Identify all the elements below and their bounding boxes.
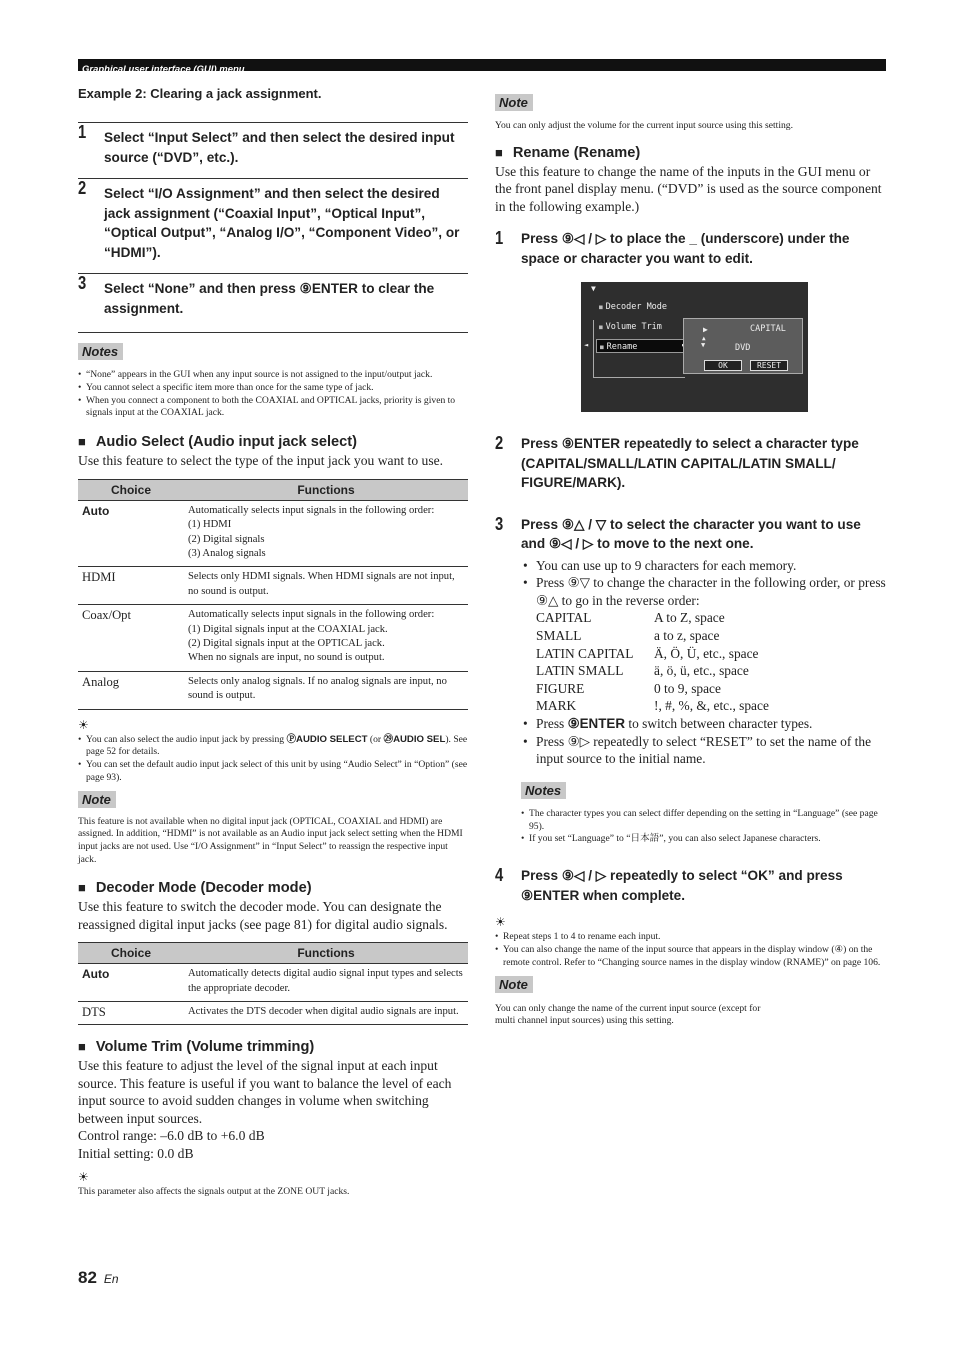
decoder-mode-table xyxy=(78,942,468,1025)
function-cell: Automatically selects input signals in the following order: (1) Digital signals input at the COAXIAL jack. (2) Digital signals input at the OPTICAL jack. When no signals are input, no sound is output. xyxy=(184,605,468,672)
audio-select-table xyxy=(78,479,468,710)
note-text: This feature is not available when no digital input jack (OPTICAL, COAXIAL and HDMI) are assigned. In addition, “HDMI” is not available as an Audio input jack select setting when the HDMI input jacks are not used. Use “I/O Assignment” in “Input Select” to reassign the respective input jack. xyxy=(78,815,463,865)
note-item: • When you connect a component to both the COAXIAL and OPTICAL jacks, priority is given to signals input at the COAXIAL jack. xyxy=(78,395,468,421)
table-row xyxy=(78,1001,468,1024)
tip-icon: ☀ xyxy=(78,717,89,732)
table-row xyxy=(78,964,468,1002)
notes-block xyxy=(521,768,886,846)
note-item: • “None” appears in the GUI when any input source is not assigned to the input/output jack. xyxy=(78,369,468,382)
right-step-1 xyxy=(495,229,886,268)
right-step-4 xyxy=(495,866,886,905)
rename-desc: Use this feature to change the name of the inputs in the GUI menu or the front panel display menu. (“DVD” is used as the source component in the following example.) xyxy=(495,163,882,214)
char-type-value: CAPITAL xyxy=(750,324,786,335)
note-label: Note xyxy=(78,791,116,808)
heading-text: Audio Select (Audio input jack select) xyxy=(95,434,357,451)
down-arrow-icon: ▼ xyxy=(701,341,706,350)
step-text: Press ⑨◁ / ▷ repeatedly to select “OK” and press ⑨ENTER when complete. xyxy=(521,868,843,903)
choice-cell: Coax/Opt xyxy=(78,605,184,672)
example-title: Example 2: Clearing a jack assignment. xyxy=(78,86,322,101)
step-text: Select “I/O Assignment” and then select the desired jack assignment (“Coaxial Input”, “Optical Input”, “Optical Output”, “Analog I/O”, “Component Video”, or “HDMI”). xyxy=(104,186,460,260)
heading-text: Rename (Rename) xyxy=(512,144,641,161)
right-key-label: ⑨▷ xyxy=(567,733,590,749)
enter-key-label: ⑨ENTER xyxy=(299,281,358,296)
step-number: 4 xyxy=(495,865,504,886)
page-language: En xyxy=(103,1272,119,1286)
left-column xyxy=(78,86,468,1199)
step-text xyxy=(104,279,468,318)
col-header-choice: Choice xyxy=(78,943,184,964)
heading-text: Volume Trim (Volume trimming) xyxy=(95,1039,315,1056)
bullet-item: • You can use up to 9 characters for each memory. xyxy=(521,557,886,575)
tips-list xyxy=(78,734,468,785)
choice-cell: DTS xyxy=(78,1001,184,1024)
tip-icon: ☀ xyxy=(495,915,506,930)
control-range: Control range: –6.0 dB to +6.0 dB xyxy=(78,1128,265,1144)
function-cell: Automatically selects input signals in the following order: (1) HDMI (2) Digital signals (3) Analog signals xyxy=(184,500,468,567)
audio-select-desc: Use this feature to select the type of the input jack you want to use. xyxy=(78,453,444,469)
bullet-item: • Press ⑨ENTER to switch between character types. xyxy=(521,715,886,733)
tip-item: • You can also select the audio input jack by pressing ⓅAUDIO SELECT (or ㉙AUDIO SEL). See page 52 for details. xyxy=(78,734,468,760)
table-row xyxy=(78,500,468,567)
left-right-keys-label: ⑨◁ / ▷ xyxy=(548,536,594,552)
reset-button[interactable]: RESET xyxy=(750,360,788,371)
tip-item: • You can set the default audio input jack select of this unit by using “Audio Select” in “Option” (see page 93). xyxy=(78,759,468,785)
table-row xyxy=(78,671,468,709)
enter-key-label: ⑨ENTER xyxy=(521,887,580,903)
note-item: • The character types you can select differ depending on the setting in “Language” (see page 95). xyxy=(521,808,886,834)
input-name-value: DVD xyxy=(735,343,751,354)
step-text: Press ⑨△ / ▽ to select the character you want to use and ⑨◁ / ▷ to move to the next one. xyxy=(521,516,861,552)
function-cell: Selects only HDMI signals. When HDMI signals are not input, no sound is output. xyxy=(184,567,468,605)
notes-list xyxy=(78,369,468,420)
step3-bullets xyxy=(521,557,886,768)
tip-item: • You can also change the name of the input source that appears in the display window (④) on the remote control. Refer to “Changing source names in the display window (RNAME)” on page 106. xyxy=(495,944,886,970)
note-text: You can only adjust the volume for the current input source using this setting. xyxy=(495,120,793,131)
tip-item: • Repeat steps 1 to 4 to rename each input. xyxy=(495,931,886,944)
col-header-choice: Choice xyxy=(78,479,184,500)
cursor-keys-label: ⑨◁ / ▷ xyxy=(561,231,607,247)
step-text: Press ⑨ENTER repeatedly to select a character type (CAPITAL/SMALL/LATIN CAPITAL/LATIN SMALL/ FIGURE/MARK). xyxy=(521,436,859,491)
left-step-1 xyxy=(78,122,468,178)
choice-cell: Auto xyxy=(78,500,184,567)
gui-menu-item: ■ Volume Trim xyxy=(596,320,691,334)
step-number: 1 xyxy=(78,122,87,142)
right-step-3 xyxy=(495,515,886,554)
rename-heading: ■ Rename (Rename) xyxy=(495,144,641,161)
function-cell: Automatically detects digital audio signal input types and selects the appropriate decoder. xyxy=(184,964,468,1002)
step-text: Press ⑨◁ / ▷ to place the _ (underscore) under the space or character you want to edit. xyxy=(521,231,850,266)
step-number: 1 xyxy=(495,228,504,249)
audio-sel-key-label: ㉙AUDIO SEL xyxy=(383,733,446,745)
volume-trim-desc: Use this feature to adjust the level of the signal input at each input source. This feature is useful if you want to balance the level of each input source to avoid sudden changes in volume when switching between input sources. xyxy=(78,1058,452,1126)
function-cell: Selects only analog signals. If no analog signals are input, no sound is output. xyxy=(184,671,468,709)
up-down-keys-label: ⑨△ / ▽ xyxy=(561,516,607,532)
notes-list xyxy=(521,808,886,846)
step-text-post: to clear the assignment. xyxy=(104,281,435,316)
function-cell: Activates the DTS decoder when digital audio signals are input. xyxy=(184,1001,468,1024)
bullet-item: • Press ⑨▽ to change the character in the following order, or press ⑨△ to go in the reverse order: CAPITAL A to Z, space SMALL a to z, space LATIN CAPITAL Ä, Ö, Ü, etc., space LATIN SMALL ä, ö, ü, etc., space FIGURE 0 to 9, space MARK !, #, %, &, etc., space xyxy=(521,574,886,715)
enter-key-label: ⑨ENTER xyxy=(567,715,626,731)
decoder-mode-desc: Use this feature to switch the decoder mode. You can designate the reassigned digital input jacks (see page 81) for digital audio signals. xyxy=(78,899,448,932)
note-label: Note xyxy=(495,976,533,993)
choice-cell: Auto xyxy=(78,964,184,1002)
character-type-list: CAPITAL A to Z, space SMALL a to z, space LATIN CAPITAL Ä, Ö, Ü, etc., space LATIN SMALL ä, ö, ü, etc., space FIGURE 0 to 9, space MARK !, #, %, &, etc., space xyxy=(536,610,769,714)
left-arrow-icon: ◄ xyxy=(584,341,589,350)
step-number: 2 xyxy=(495,433,504,454)
bullet-item: • Press ⑨▷ repeatedly to select “RESET” to set the name of the input source to the initial name. xyxy=(521,733,886,768)
audio-select-heading: ■ Audio Select (Audio input jack select) xyxy=(78,434,357,451)
audio-select-key-label: ⓅAUDIO SELECT xyxy=(286,733,368,745)
table-row xyxy=(78,605,468,672)
left-right-keys-label: ⑨◁ / ▷ xyxy=(561,868,607,884)
tip-icon: ☀ xyxy=(78,1170,89,1185)
table-row xyxy=(78,567,468,605)
heading-text: Decoder Mode (Decoder mode) xyxy=(95,880,312,897)
left-step-3 xyxy=(78,273,468,333)
gui-menu-item-selected: ■ Rename xyxy=(596,339,689,353)
step-number: 3 xyxy=(495,513,504,534)
left-step-2 xyxy=(78,178,468,273)
notes-label: Notes xyxy=(78,343,123,360)
step-text-pre: Select “None” and then press xyxy=(104,281,300,296)
note-item: • You cannot select a specific item more than once for the same type of jack. xyxy=(78,382,468,395)
enter-key-label: ⑨ENTER xyxy=(561,436,621,452)
right-column xyxy=(495,94,886,1028)
right-step-2 xyxy=(495,434,886,493)
initial-setting: Initial setting: 0.0 dB xyxy=(78,1145,194,1161)
up-key-label: ⑨△ xyxy=(536,592,559,608)
gui-rename-panel xyxy=(683,318,803,374)
section-header-bar xyxy=(78,59,886,75)
gui-menu-item: ■ Decoder Mode xyxy=(596,300,691,314)
section-header-title: Graphical user interface (GUI) menu xyxy=(82,64,245,75)
notes-label: Notes xyxy=(521,782,566,799)
down-key-label: ⑨▽ xyxy=(567,575,590,591)
choice-cell: Analog xyxy=(78,671,184,709)
menu-icon: ▼ xyxy=(591,284,596,294)
col-header-functions: Functions xyxy=(184,943,468,964)
col-header-functions: Functions xyxy=(184,479,468,500)
play-arrow-icon: ▶ xyxy=(703,325,708,335)
tip-text: This parameter also affects the signals output at the ZONE OUT jacks. xyxy=(78,1186,350,1198)
ok-button[interactable]: OK xyxy=(704,360,742,371)
note-label: Note xyxy=(495,94,533,111)
decoder-mode-heading: ■ Decoder Mode (Decoder mode) xyxy=(78,880,312,897)
choice-cell: HDMI xyxy=(78,567,184,605)
note-item: • If you set “Language” to “日本語”, you can also select Japanese characters. xyxy=(521,833,886,846)
step-number: 3 xyxy=(78,273,87,293)
up-arrow-icon: ▲ xyxy=(702,335,706,343)
note-text: You can only change the name of the current input source (except for multi channel input sources) using this setting. xyxy=(495,1002,761,1027)
step-text: Select “Input Select” and then select the desired input source (“DVD”, etc.). xyxy=(104,130,455,165)
gui-rename-screenshot xyxy=(581,282,808,412)
page-number: 82 xyxy=(78,1268,97,1287)
volume-trim-heading: ■ Volume Trim (Volume trimming) xyxy=(78,1039,315,1056)
page-footer xyxy=(78,1268,119,1288)
step-number: 2 xyxy=(78,178,87,198)
tips-list xyxy=(495,931,886,969)
